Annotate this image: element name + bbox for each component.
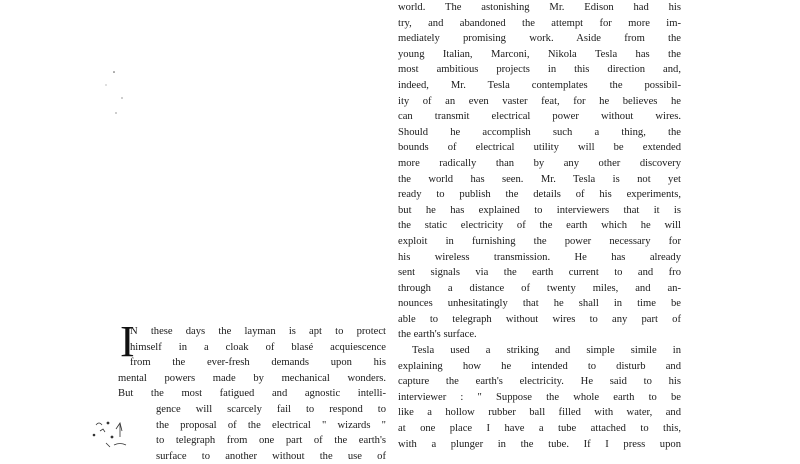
right-line: able to telegraph without wires to any part of (398, 313, 681, 325)
right-line: his wireless transmission. He has already (398, 251, 681, 263)
right-line: ity of an even vaster feat, for he believes he (398, 95, 681, 107)
right-line: ready to publish the details of his experiments, (398, 189, 681, 201)
right-line: like a hollow rubber ball filled with water, and (398, 407, 681, 419)
right-line: bounds of electrical utility will be extended (398, 142, 681, 154)
right-line: try, and abandoned the attempt for more im- (398, 17, 681, 29)
right-line: the static electricity of the earth which he will (398, 220, 681, 232)
right-line: explaining how he intended to disturb and (398, 360, 681, 372)
right-line: sent signals via the earth current to and fro (398, 267, 681, 279)
right-line: interviewer : " Suppose the whole earth to be (398, 391, 681, 403)
right-line: can transmit electrical power without wires. (398, 111, 681, 123)
right-line: more radically than by any other discovery (398, 157, 681, 169)
right-line: at one place I have a tube attached to this, (398, 423, 681, 435)
right-line: nounces unhesitatingly that he shall in time be (398, 298, 681, 310)
left-column (118, 317, 386, 464)
right-line: through a distance of twenty miles, and an- (398, 282, 681, 294)
right-line: capture the earth's electricity. He said to his (398, 376, 681, 388)
sketch-illustration (86, 405, 136, 455)
left-line: N these days the layman is apt to protect (130, 326, 386, 337)
left-line: himself in a cloak of blasé acquiescence (130, 341, 386, 353)
left-line: to telegraph from one part of the earth's (156, 435, 386, 447)
right-line: the earth's surface. (398, 329, 477, 341)
left-line: from the ever-fresh demands upon his (130, 357, 386, 369)
right-line: but he has explained to interviewers that it is (398, 204, 681, 216)
right-line: mediately promising work. Aside from the (398, 33, 681, 45)
right-column (398, 0, 681, 452)
left-line: mental powers made by mechanical wonders. (118, 372, 386, 384)
left-line: surface to another without the use of (156, 450, 386, 462)
right-line: world. The astonishing Mr. Edison had his (398, 2, 681, 13)
right-line: indeed, Mr. Tesla contemplates the possibil- (398, 79, 681, 91)
left-line: But the most fatigued and agnostic intelli- (118, 388, 386, 400)
left-line: gence will scarcely fail to respond to (156, 403, 386, 415)
right-line: the world has seen. Mr. Tesla is not yet (398, 173, 681, 185)
right-line: with a plunger in the tube. If I press upon (398, 438, 681, 450)
right-line: most ambitious projects in this direction and, (398, 64, 681, 76)
right-line: Tesla used a striking and simple simile in (412, 345, 681, 357)
left-line: the proposal of the electrical " wizards " (156, 419, 386, 431)
right-line: young Italian, Marconi, Nikola Tesla has the (398, 48, 681, 60)
drop-cap: I (120, 317, 135, 366)
right-line: exploit in furnishing the power necessary for (398, 235, 681, 247)
right-line: Should he accomplish such a thing, the (398, 126, 681, 138)
